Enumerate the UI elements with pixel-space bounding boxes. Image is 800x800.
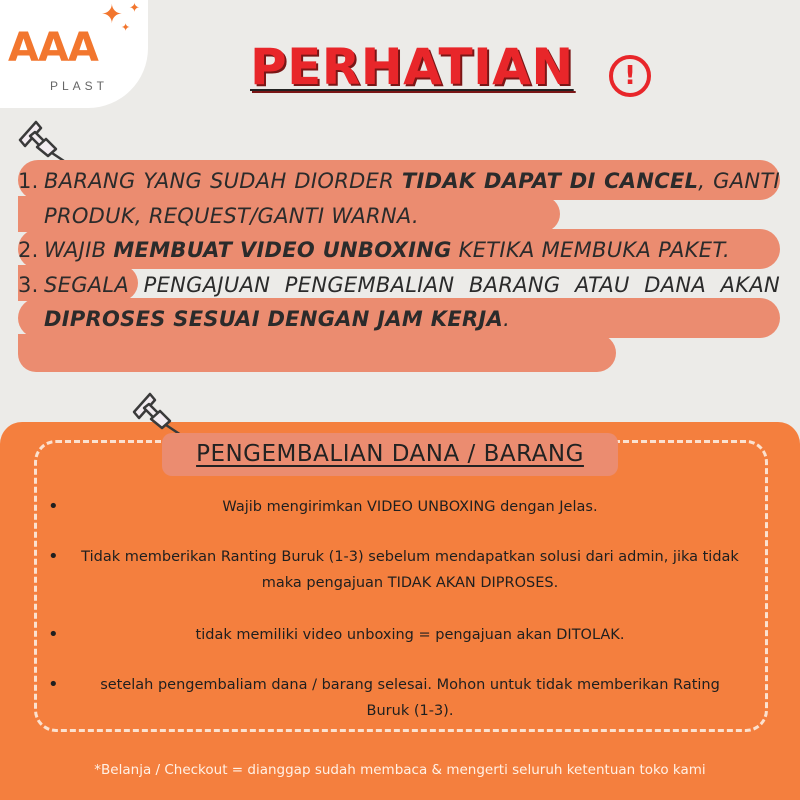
refund-item xyxy=(40,544,760,596)
rules-list xyxy=(18,164,780,337)
rule-item xyxy=(18,268,780,337)
logo xyxy=(0,0,148,108)
rule-number: 2. xyxy=(18,238,39,262)
rule-item xyxy=(18,164,780,233)
rule-number: 3. xyxy=(18,272,39,297)
refund-item-text: Tidak memberikan Ranting Buruk (1-3) sebelum mendapatkan solusi dari admin, jika tidak maka pengajuan TIDAK AKAN DIPROSES. xyxy=(81,549,739,591)
bullet: • xyxy=(48,496,59,517)
rule-text: SEGALA PENGAJUAN PENGEMBALIAN BARANG ATAU DANA AKAN DIPROSES SESUAI DENGAN JAM KERJA. xyxy=(44,272,780,331)
rule-highlight xyxy=(18,334,616,372)
refund-item-text: tidak memiliki video unboxing = pengajuan akan DITOLAK. xyxy=(195,627,625,643)
sparkle-icon: ✦ xyxy=(129,1,140,16)
refund-item-text: Wajib mengirimkan VIDEO UNBOXING dengan Jelas. xyxy=(222,499,598,515)
page-title: PERHATIAN xyxy=(250,38,574,96)
rule-text: WAJIB MEMBUAT VIDEO UNBOXING KETIKA MEMBUKA PAKET. xyxy=(44,238,730,262)
sparkle-icon: ✦ xyxy=(121,21,131,34)
rule-emphasis: DIPROSES SESUAI DENGAN JAM KERJA xyxy=(44,307,504,331)
logo-sub-text: PLAST xyxy=(50,79,109,93)
rule-text: BARANG YANG SUDAH DIORDER TIDAK DAPAT DI CANCEL, GANTI PRODUK, REQUEST/GANTI WARNA. xyxy=(44,169,780,228)
refund-item xyxy=(40,622,760,648)
rule-emphasis: MEMBUAT VIDEO UNBOXING xyxy=(113,238,452,262)
rule-emphasis: TIDAK DAPAT DI CANCEL xyxy=(401,169,699,193)
sparkle-icon: ✦ xyxy=(101,0,123,30)
rule-number: 1. xyxy=(18,169,39,193)
refund-item xyxy=(40,494,760,520)
bullet: • xyxy=(48,546,59,567)
rule-item xyxy=(18,233,780,268)
refund-title: PENGEMBALIAN DANA / BARANG xyxy=(162,433,618,476)
bullet: • xyxy=(48,674,59,695)
refund-item xyxy=(40,672,760,724)
exclamation-circle-icon: ! xyxy=(609,55,651,97)
logo-main-text: AAA xyxy=(8,25,98,71)
refund-item-text: setelah pengembaliam dana / barang selesai. Mohon untuk tidak memberikan Rating Buruk (1-3). xyxy=(100,677,720,719)
bullet: • xyxy=(48,624,59,645)
footer-note: *Belanja / Checkout = dianggap sudah membaca & mengerti seluruh ketentuan toko kami xyxy=(94,762,706,778)
